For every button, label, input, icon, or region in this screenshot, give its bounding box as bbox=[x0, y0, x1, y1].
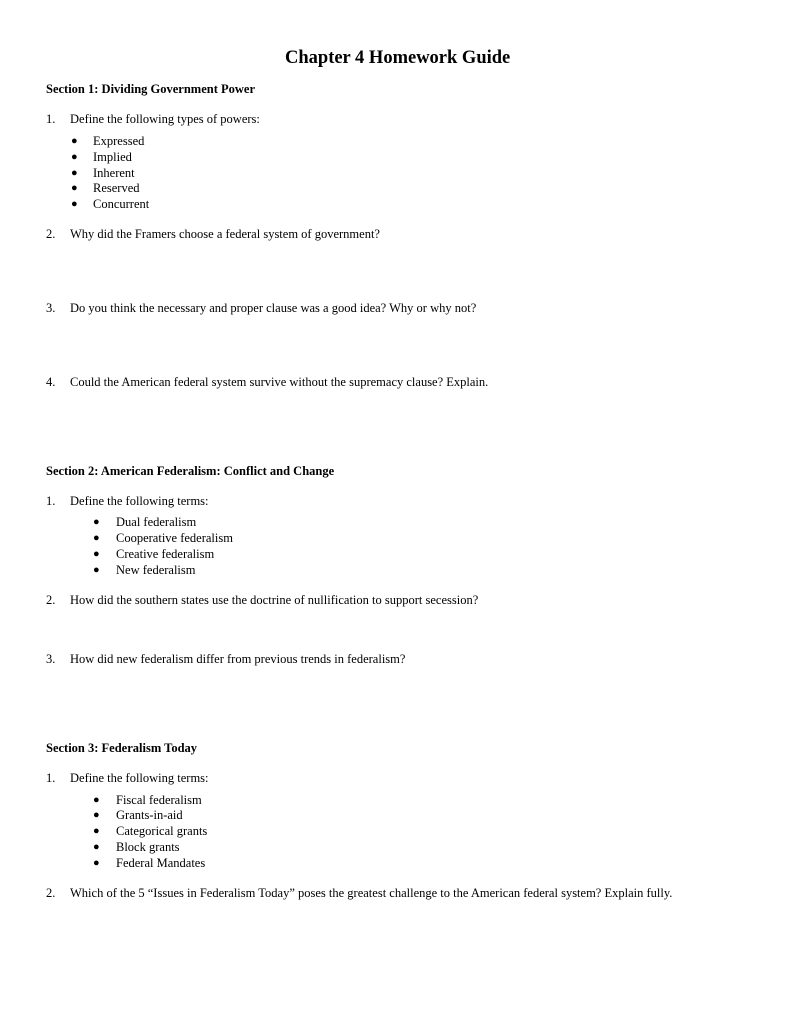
bullet-icon: ● bbox=[71, 182, 78, 194]
question-text: How did new federalism differ from previous trends in federalism? bbox=[70, 652, 406, 666]
list-item: Fiscal federalism bbox=[116, 793, 202, 807]
bullet-icon: ● bbox=[93, 794, 100, 806]
list-item: Categorical grants bbox=[116, 824, 208, 838]
section-heading: Section 2: American Federalism: Conflict and Change bbox=[46, 464, 335, 478]
question-number: 1. bbox=[46, 771, 56, 785]
list-item: Inherent bbox=[93, 166, 135, 180]
list-item: Expressed bbox=[93, 134, 145, 148]
bullet-icon: ● bbox=[93, 564, 100, 576]
question-number: 1. bbox=[46, 112, 56, 126]
question-number: 2. bbox=[46, 593, 56, 607]
question-number: 4. bbox=[46, 375, 56, 389]
bullet-icon: ● bbox=[71, 151, 78, 163]
question-number: 2. bbox=[46, 886, 56, 900]
question-number: 3. bbox=[46, 652, 56, 666]
question-text: Do you think the necessary and proper clause was a good idea? Why or why not? bbox=[70, 301, 477, 315]
bullet-icon: ● bbox=[93, 841, 100, 853]
bullet-icon: ● bbox=[93, 857, 100, 869]
list-item: Implied bbox=[93, 150, 132, 164]
question-number: 3. bbox=[46, 301, 56, 315]
list-item: Concurrent bbox=[93, 197, 150, 211]
bullet-icon: ● bbox=[93, 825, 100, 837]
bullet-icon: ● bbox=[71, 198, 78, 210]
section-heading: Section 1: Dividing Government Power bbox=[46, 82, 256, 96]
question-text: Define the following terms: bbox=[70, 494, 209, 508]
question-text: Define the following types of powers: bbox=[70, 112, 260, 126]
bullet-icon: ● bbox=[93, 516, 100, 528]
list-item: Dual federalism bbox=[116, 515, 197, 529]
question-number: 2. bbox=[46, 227, 56, 241]
list-item: Block grants bbox=[116, 840, 180, 854]
bullet-icon: ● bbox=[71, 167, 78, 179]
list-item: Cooperative federalism bbox=[116, 531, 233, 545]
list-item: Federal Mandates bbox=[116, 856, 206, 870]
question-text: Define the following terms: bbox=[70, 771, 209, 785]
question-text: Which of the 5 “Issues in Federalism Today” poses the greatest challenge to the American federal system? Explain fully. bbox=[70, 886, 673, 900]
bullet-icon: ● bbox=[71, 135, 78, 147]
section-heading: Section 3: Federalism Today bbox=[46, 741, 198, 755]
list-item: Creative federalism bbox=[116, 547, 215, 561]
question-number: 1. bbox=[46, 494, 56, 508]
question-text: Why did the Framers choose a federal system of government? bbox=[70, 227, 380, 241]
page-title: Chapter 4 Homework Guide bbox=[285, 48, 511, 68]
list-item: Reserved bbox=[93, 181, 140, 195]
list-item: Grants-in-aid bbox=[116, 808, 183, 822]
bullet-icon: ● bbox=[93, 809, 100, 821]
list-item: New federalism bbox=[116, 563, 196, 577]
question-text: How did the southern states use the doctrine of nullification to support secession? bbox=[70, 593, 479, 607]
question-text: Could the American federal system survive without the supremacy clause? Explain. bbox=[70, 375, 489, 389]
bullet-icon: ● bbox=[93, 532, 100, 544]
bullet-icon: ● bbox=[93, 548, 100, 560]
